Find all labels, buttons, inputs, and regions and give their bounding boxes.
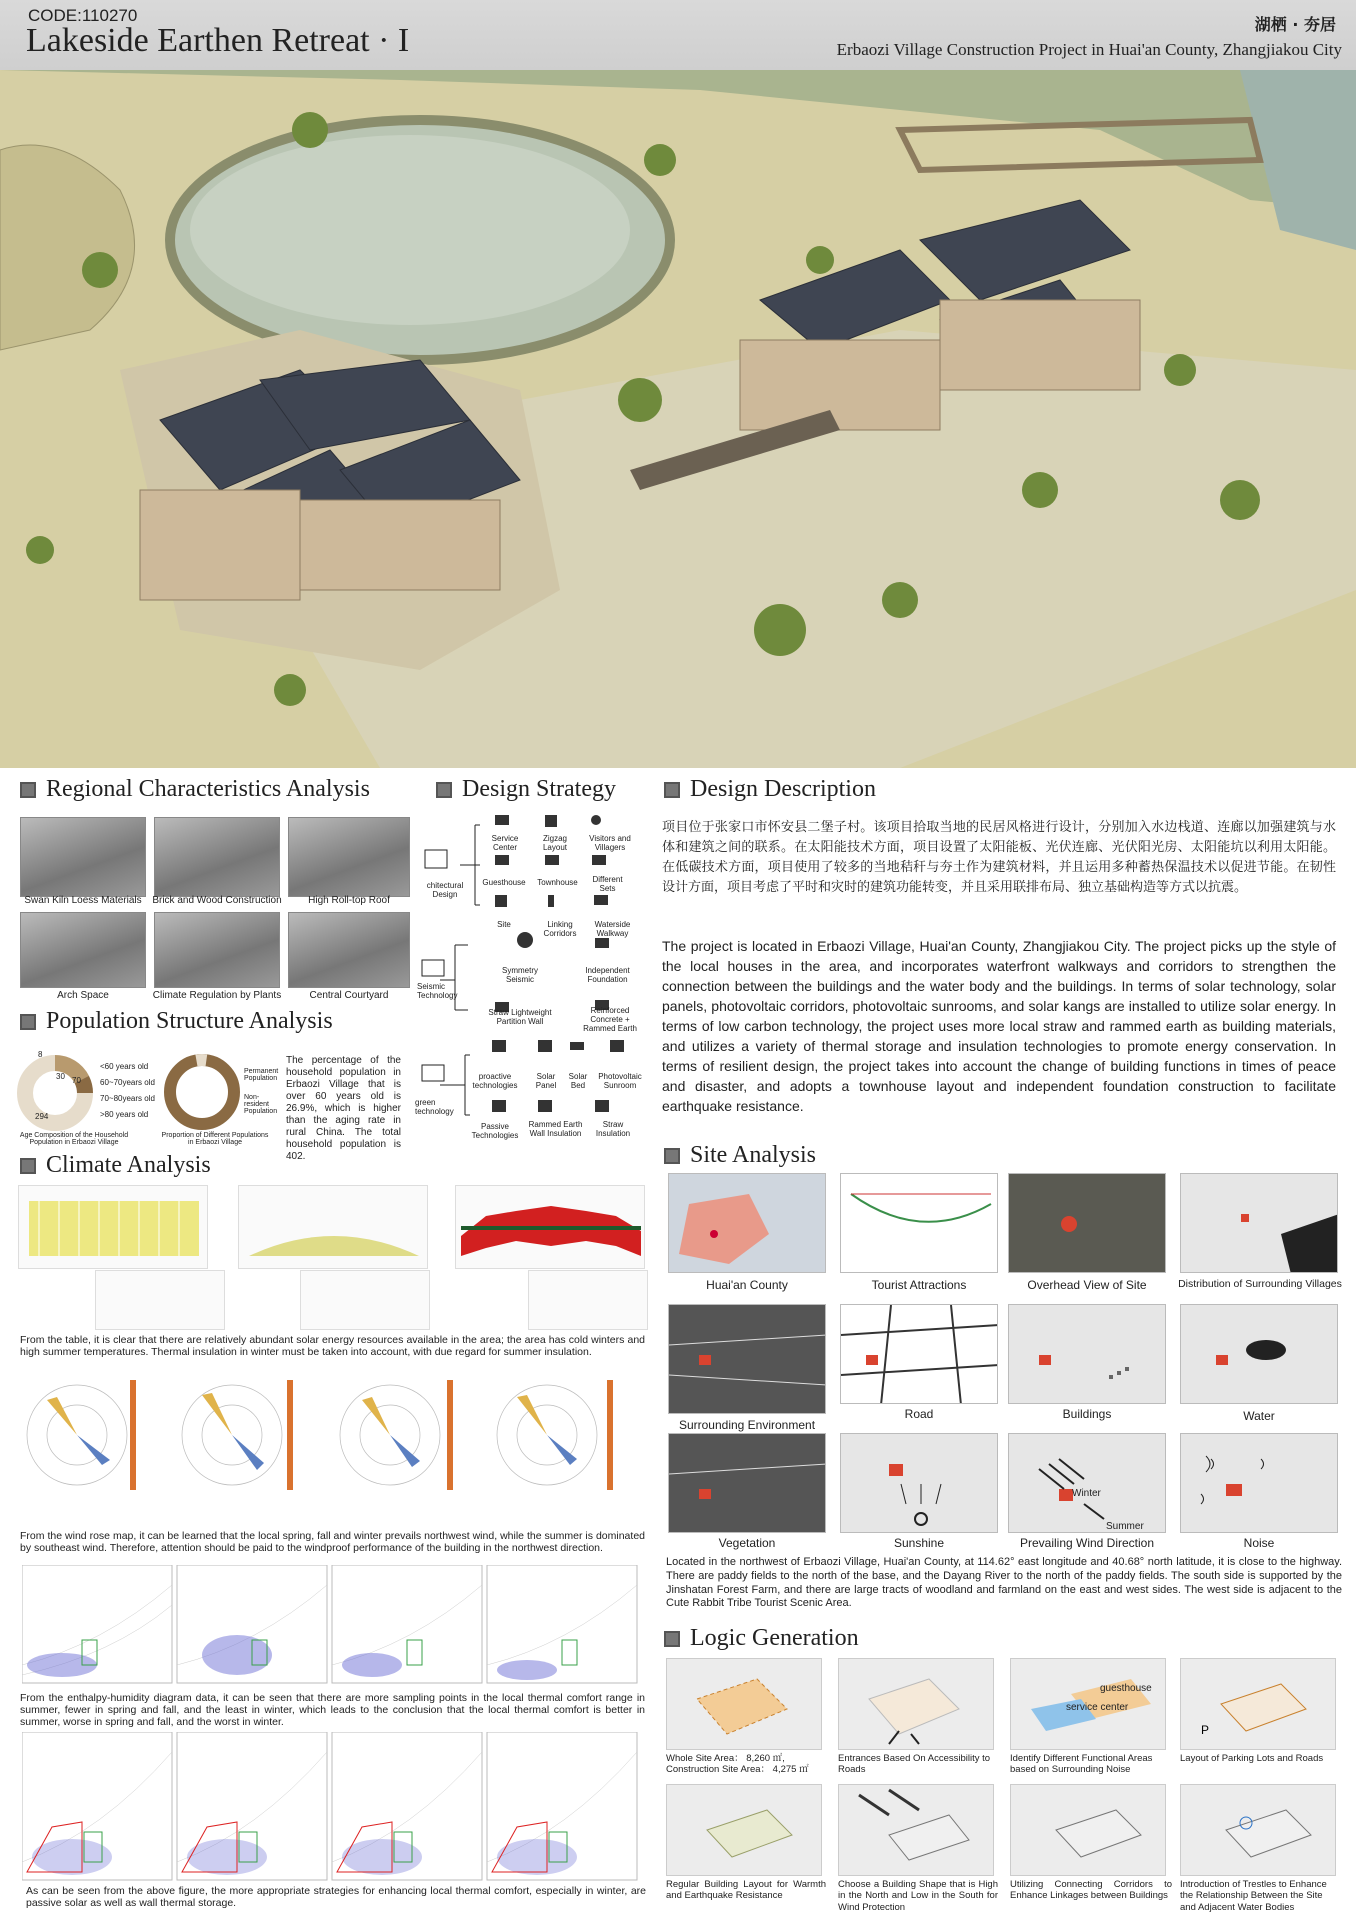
logic-caption-5: Regular Building Layout for Warmth and Earthquake Resistance <box>666 1879 826 1902</box>
strategy-item-site: Site <box>497 920 511 929</box>
strategy-item-solar-panel: Solar Panel <box>535 1072 557 1090</box>
section-bullet-icon <box>20 1158 36 1174</box>
strategy-heading-text: Design Strategy <box>462 776 616 802</box>
population-text: The percentage of the household population in Erbaozi Village that is over 60 years old is 26.9%, which is higher than the aging rate in rural China. The total household population is 402. <box>286 1055 401 1162</box>
description-chinese: 项目位于张家口市怀安县二堡子村。该项目拾取当地的民居风格进行设计，分别加入水边栈道、连廊以加强建筑与水体和建筑之间的联系。在太阳能技术方面，项目设置了太阳能板、光伏连廊、光伏阳光房、太阳能坑以利用太阳能。在低碳技术方面，项目使用了较多的当地秸秆与夯土作为建筑材料，并且运用多种蓄热保温技术以促进节能。在韧性设计方面，项目考虑了平时和灾时的建筑功能转变，并且采用联排布局、独立基础构造等方式以抗震。 <box>662 820 1336 896</box>
photo-courtyard <box>288 912 410 988</box>
age-donut-caption: Age Composition of the Household Population in Erbaozi Village <box>19 1132 129 1146</box>
caption-courtyard: Central Courtyard <box>309 990 389 1001</box>
map-villages-shapes <box>1181 1174 1338 1273</box>
strategy-item-walkway: Waterside Walkway <box>594 920 631 938</box>
map-surrounding-environment <box>668 1304 826 1414</box>
temperature-chart-bars <box>239 1186 429 1270</box>
map-sunshine <box>840 1433 998 1533</box>
caption-arch-space: Arch Space <box>57 990 109 1001</box>
comfort-band-chart <box>455 1185 645 1269</box>
section-bullet-icon <box>664 782 680 798</box>
map-vegetation-shapes <box>669 1434 826 1533</box>
logic-step-5-drawing <box>667 1785 822 1876</box>
strategy-seismic-label: Seismic Technology <box>417 982 458 1000</box>
caption-environment: Surrounding Environment <box>678 1418 816 1432</box>
caption-water: Water <box>1243 1409 1275 1423</box>
project-code: CODE:110270 <box>28 6 138 25</box>
description-heading <box>664 776 876 803</box>
strategy-item-corridors: Linking Corridors <box>543 920 577 938</box>
logic-caption-7: Utilizing Connecting Corridors to Enhance Linkages between Buildings <box>1010 1879 1172 1902</box>
strategy-item-zigzag: Zigzag Layout <box>542 834 568 852</box>
map-buildings <box>1008 1304 1166 1404</box>
map-water-shapes <box>1181 1305 1338 1404</box>
map-vegetation <box>668 1433 826 1533</box>
caption-huaian: Huai'an County <box>706 1278 788 1292</box>
header-bar <box>0 0 1356 70</box>
aerial-illustration <box>0 70 1356 768</box>
caption-roll-top-roof: High Roll-top Roof <box>308 895 390 906</box>
map-wind <box>1008 1433 1166 1533</box>
strategy-item-concrete: Reinforced Concrete + Rammed Earth <box>583 1006 637 1033</box>
photo-swan-kiln <box>20 817 146 897</box>
map-huaian-shape <box>669 1174 826 1273</box>
donut-label-30: 30 <box>56 1072 65 1081</box>
caption-villages: Distribution of Surrounding Villages <box>1178 1278 1342 1290</box>
strategy-item-foundation: Independent Foundation <box>585 966 630 984</box>
strategy-item-sunroom: Photovoltaic Sunroom <box>598 1072 642 1090</box>
pop-legend-nonresident: Non-resident Population <box>244 1094 278 1115</box>
caption-road: Road <box>904 1407 934 1421</box>
logic-step-6-drawing <box>839 1785 994 1876</box>
strategy-green-label: green technology <box>415 1098 454 1116</box>
map-overhead-marker <box>1009 1174 1166 1273</box>
strategy-item-townhouse: Townhouse <box>537 878 578 887</box>
solar-chart-bars <box>19 1186 209 1270</box>
logic-step-2-drawing <box>839 1659 994 1750</box>
daily-chart-2 <box>300 1270 430 1330</box>
climate-text-2: From the wind rose map, it can be learned that the local spring, fall and winter prevails northwest wind, while the summer is dominated by southeast wind. Therefore, attention should be paid to the windproof performance of the building in the northwest direction. <box>20 1530 645 1555</box>
donut-label-294: 294 <box>35 1112 49 1121</box>
photo-brick-wood <box>154 817 280 897</box>
description-english: The project is located in Erbaozi Village, Huai'an County, Zhangjiakou City. The project picks up the style of the local houses in the area, and incorporates waterfront walkways and corridors to strengthen the connection between the buildings and the water body and the buildings. In terms of solar technology, solar panels, photovoltaic corridors, photovoltaic sunrooms, and solar kangs are installed to utilize solar energy. In terms of low carbon technology, the project uses more local straw and rammed earth as building materials, and utilizes a variety of thermal storage and insulation technologies to promote energy conservation. In terms of resilient design, the project takes into account the change of building functions in times of peace and disaster, and adopts a townhouse layout and independent foundation construction to facilitate earthquake resistance. <box>662 938 1336 1115</box>
logic-label-guesthouse: guesthouse <box>1100 1683 1152 1694</box>
wind-summer-label: Summer <box>1106 1521 1144 1532</box>
donut-label-70: 70 <box>72 1076 81 1085</box>
donut-segment-permanent <box>170 1060 234 1124</box>
strategy-item-straw-wall: Straw Lightweight Partition Wall <box>488 1008 552 1026</box>
logic-label-service: service center <box>1066 1702 1129 1713</box>
photo-arch-space <box>20 912 146 988</box>
donut-label-8: 8 <box>38 1050 43 1059</box>
logic-heading <box>664 1625 859 1652</box>
site-heading <box>664 1142 816 1169</box>
aerial-rendering <box>0 70 1356 768</box>
climate-text-4: As can be seen from the above figure, the more appropriate strategies for enhancing local thermal comfort, especially in winter, are passive solar as well as wall thermal storage. <box>26 1885 646 1910</box>
map-environment-shapes <box>669 1305 826 1414</box>
strategy-item-passive: Passive Technologies <box>471 1122 519 1140</box>
caption-vegetation: Vegetation <box>718 1536 776 1550</box>
strategy-item-proactive: proactive technologies <box>472 1072 518 1090</box>
logic-step-5 <box>666 1784 822 1876</box>
map-buildings-shapes <box>1009 1305 1166 1404</box>
caption-wind: Prevailing Wind Direction <box>1019 1536 1155 1550</box>
strategy-item-solar-bed: Solar Bed <box>568 1072 588 1090</box>
logic-step-8 <box>1180 1784 1336 1876</box>
climate-text-1: From the table, it is clear that there are relatively abundant solar energy resources available in the area; the area has cold winters and high summer temperatures. Thermal insulation in winter must be taken into account, with due regard for summer insulation. <box>20 1334 645 1359</box>
pop-legend-permanent: Permanent Population <box>244 1068 279 1082</box>
svg-text:P: P <box>1201 1723 1210 1737</box>
logic-heading-text: Logic Generation <box>690 1625 859 1651</box>
daily-chart-1 <box>95 1270 225 1330</box>
age-legend-3: 70~80years old <box>100 1094 155 1103</box>
logic-caption-3: Identify Different Functional Areas based on Surrounding Noise <box>1010 1753 1153 1776</box>
age-legend-1: <60 years old <box>100 1062 149 1071</box>
pop-donut-caption: Proportion of Different Populations in Erbaozi Village <box>161 1132 269 1146</box>
section-bullet-icon <box>664 1148 680 1164</box>
map-surrounding-villages <box>1180 1173 1338 1273</box>
section-bullet-icon <box>20 782 36 798</box>
map-tourist-lines <box>841 1174 998 1273</box>
photo-plants <box>154 912 280 988</box>
logic-step-6 <box>838 1784 994 1876</box>
logic-caption-4: Layout of Parking Lots and Roads <box>1180 1753 1324 1764</box>
age-legend-4: >80 years old <box>100 1110 149 1119</box>
psychrometric-charts-top <box>22 1565 642 1685</box>
daily-chart-3 <box>528 1270 648 1330</box>
logic-step-1-drawing <box>667 1659 822 1750</box>
map-road-lines <box>841 1305 998 1404</box>
site-heading-text: Site Analysis <box>690 1142 817 1168</box>
psychrometric-charts-bottom <box>22 1732 642 1882</box>
temperature-range-chart <box>238 1185 428 1269</box>
strategy-item-sets: Different Sets <box>592 875 623 893</box>
map-huaian-county <box>668 1173 826 1273</box>
strategy-item-service: Service Center <box>491 834 519 852</box>
site-text: Located in the northwest of Erbaozi Village, Huai'an County, at 114.62° east longitude and 40.68° north latitude, it is close to the highway. There are paddy fields to the north of the base, and the Dayang River to the north of the paddy fields. The south side is supported by the Jinshatan Forest Farm, and there are large tracts of woodland and farmland on the east and west sides. The west side is adjacent to the Cute Rabbit Tribe Tourist Scenic Area. <box>666 1556 1342 1610</box>
strategy-item-earth-wall: Rammed Earth Wall Insulation <box>528 1120 583 1138</box>
strategy-item-visitors: Visitors and Villagers <box>589 834 631 852</box>
caption-sunshine: Sunshine <box>893 1536 945 1550</box>
population-donut-chart <box>162 1052 242 1132</box>
strategy-item-straw-insulation: Straw Insulation <box>595 1120 631 1138</box>
caption-overhead: Overhead View of Site <box>1027 1278 1147 1292</box>
age-donut-chart <box>14 1052 96 1134</box>
strategy-heading <box>436 776 616 803</box>
section-bullet-icon <box>20 1014 36 1030</box>
section-bullet-icon <box>664 1631 680 1647</box>
climate-text-3: From the enthalpy-humidity diagram data, it can be seen that there are more sampling points in the local thermal comfort range in summer, fewer in spring and fall, and the least in winter, which leads to the conclusion that the local thermal comfort is better in summer, worse in spring and fall, and the worst in winter. <box>20 1692 645 1729</box>
comfort-chart-shape <box>456 1186 646 1270</box>
wind-rose-charts <box>22 1375 662 1500</box>
population-heading <box>20 1008 333 1035</box>
logic-step-7-drawing <box>1011 1785 1166 1876</box>
strategy-arch-label: chitectural Design <box>426 881 464 899</box>
logic-caption-6: Choose a Building Shape that is High in the North and Low in the South for Wind Protection <box>838 1879 998 1913</box>
logic-step-7 <box>1010 1784 1166 1876</box>
strategy-item-guesthouse: Guesthouse <box>482 878 526 887</box>
map-noise-shapes <box>1181 1434 1338 1533</box>
logic-step-1 <box>666 1658 822 1750</box>
climate-heading <box>20 1152 211 1179</box>
description-heading-text: Design Description <box>690 776 876 802</box>
caption-noise: Noise <box>1243 1536 1275 1550</box>
section-bullet-icon <box>436 782 452 798</box>
photo-roll-top-roof <box>288 817 410 897</box>
chinese-title: 湖栖 · 夯居 <box>1254 15 1336 34</box>
logic-step-4 <box>1180 1658 1336 1750</box>
logic-caption-1: Whole Site Area： 8,260 ㎡, Construction Site Area： 4,275 ㎡ <box>666 1753 809 1776</box>
map-road <box>840 1304 998 1404</box>
logic-step-4-drawing <box>1181 1659 1336 1750</box>
caption-buildings: Buildings <box>1062 1407 1112 1421</box>
logic-caption-2: Entrances Based On Accessibility to Roads <box>838 1753 991 1776</box>
solar-radiation-chart <box>18 1185 208 1269</box>
page-title: Lakeside Earthen Retreat · I <box>26 22 410 59</box>
population-heading-text: Population Structure Analysis <box>46 1008 333 1034</box>
map-wind-shapes <box>1009 1434 1166 1533</box>
caption-brick-wood: Brick and Wood Construction <box>152 895 282 906</box>
map-tourist-attractions <box>840 1173 998 1273</box>
caption-tourist: Tourist Attractions <box>871 1278 967 1292</box>
logic-caption-8: Introduction of Trestles to Enhance the Relationship Between the Site and Adjacent Water Bodies <box>1180 1879 1327 1913</box>
page-subtitle: Erbaozi Village Construction Project in Huai'an County, Zhangjiakou City <box>836 40 1342 59</box>
climate-heading-text: Climate Analysis <box>46 1152 211 1178</box>
map-water <box>1180 1304 1338 1404</box>
caption-swan-kiln: Swan Kiln Loess Materials <box>24 895 142 906</box>
map-overhead-view <box>1008 1173 1166 1273</box>
regional-heading <box>20 776 370 803</box>
logic-step-8-drawing <box>1181 1785 1336 1876</box>
regional-heading-text: Regional Characteristics Analysis <box>46 776 370 802</box>
map-sunshine-shapes <box>841 1434 998 1533</box>
logic-step-2 <box>838 1658 994 1750</box>
age-legend-2: 60~70years old <box>100 1078 155 1087</box>
map-noise <box>1180 1433 1338 1533</box>
strategy-item-symmetry: Symmetry Seismic <box>502 966 538 984</box>
wind-winter-label: Winter <box>1072 1488 1101 1499</box>
caption-plants: Climate Regulation by Plants <box>152 990 282 1001</box>
